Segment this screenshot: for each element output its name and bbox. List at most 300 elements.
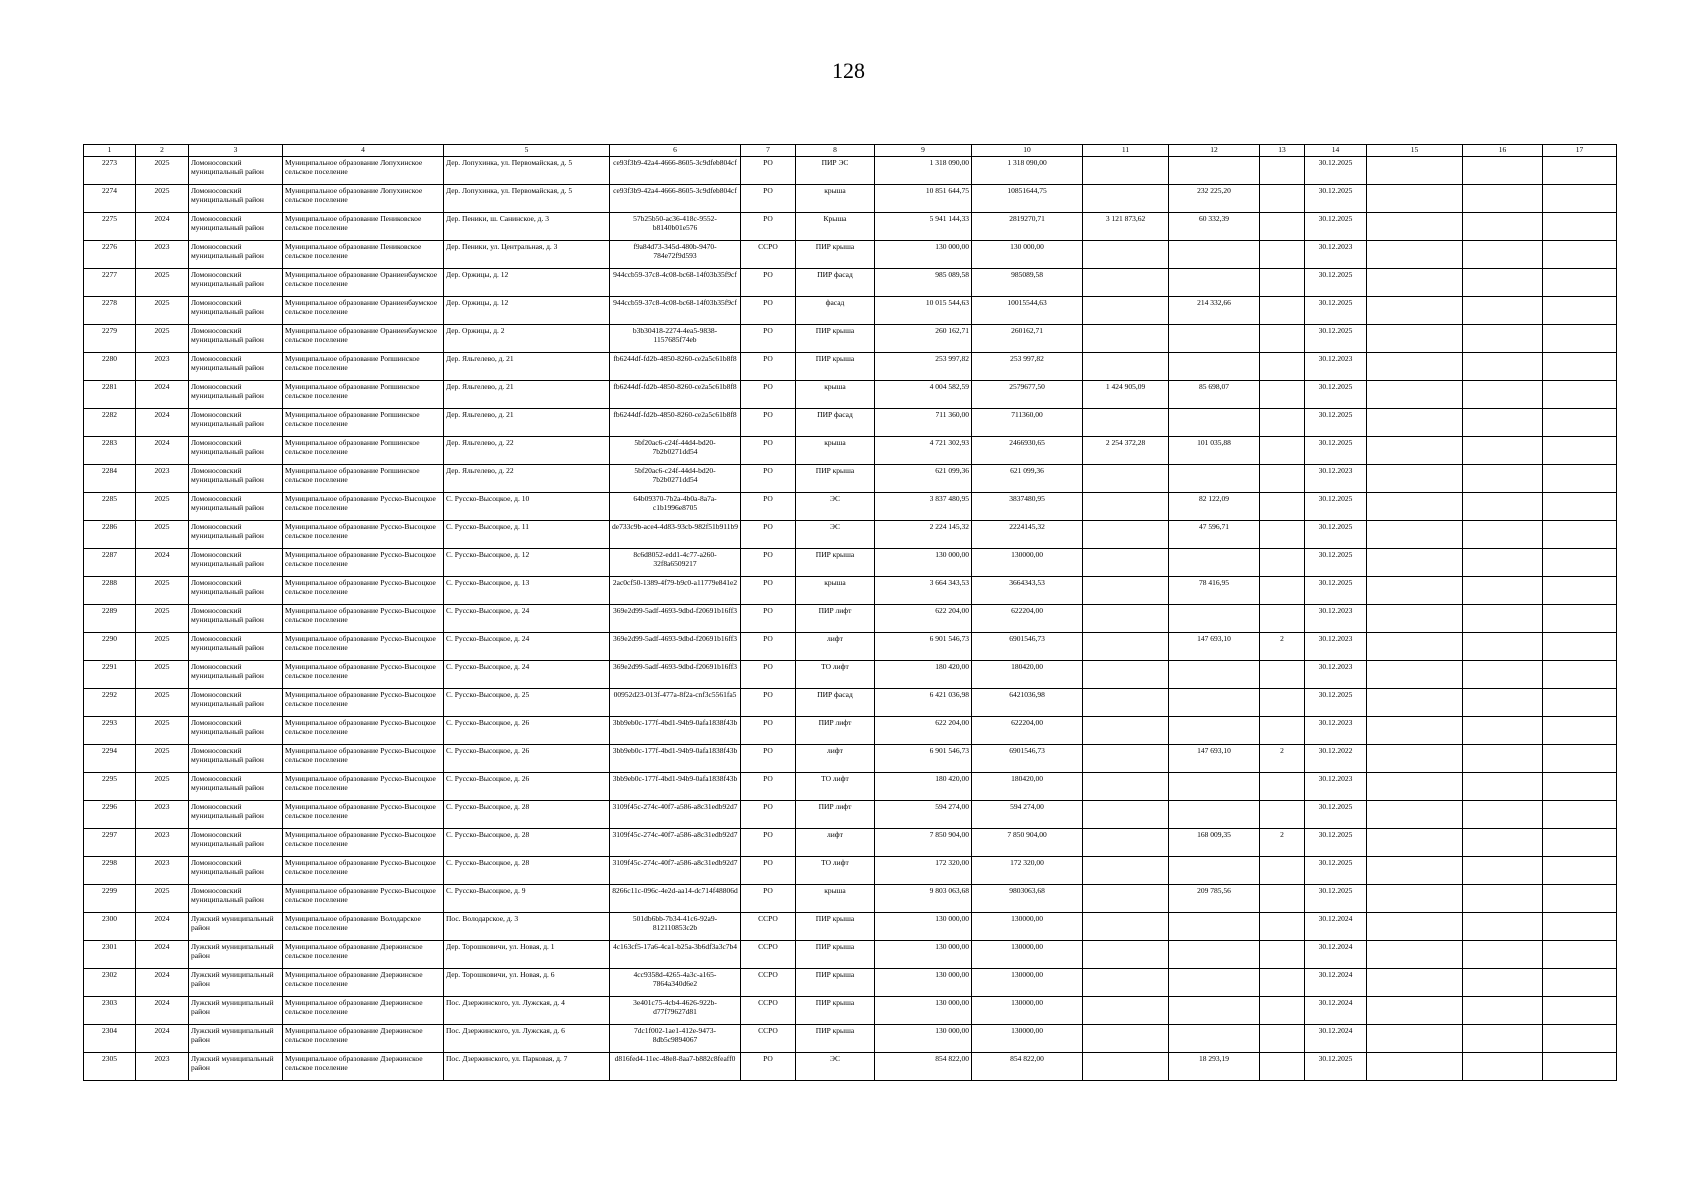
table-row [84, 633, 1617, 661]
cell-total-cost: 260 162,71 [875, 325, 972, 353]
cell-municipality: Муниципальное образование Ораниенбаумское сельское поселение [283, 297, 444, 325]
cell-year: 2025 [136, 577, 189, 605]
cell-deadline: 30.12.2024 [1305, 941, 1367, 969]
cell-house-guid: 8266c11c-096c-4e2d-aa14-dc714f48806d [610, 885, 741, 913]
cell-year: 2025 [136, 633, 189, 661]
table-row [84, 1053, 1617, 1081]
cell-work-type: крыша [796, 437, 875, 465]
cell-col-17 [1543, 549, 1617, 577]
table-row [84, 549, 1617, 577]
cell-house-guid: 501db6bb-7b34-41c6-92a9-812110853c2b [610, 913, 741, 941]
cell-cost-fund: 130000,00 [972, 1025, 1083, 1053]
cell-municipality: Муниципальное образование Русско-Высоцкое сельское поселение [283, 773, 444, 801]
cell-work-type: крыша [796, 885, 875, 913]
cell-deadline: 30.12.2025 [1305, 801, 1367, 829]
table-row [84, 1025, 1617, 1053]
cell-col-17 [1543, 857, 1617, 885]
cell-address: Дер. Торошковичи, ул. Новая, д. 1 [444, 941, 610, 969]
cell-total-cost: 10 015 544,63 [875, 297, 972, 325]
table-row [84, 409, 1617, 437]
cell-house-guid: 64b09370-7b2a-4b0a-8a7a-c1b1996e8705 [610, 493, 741, 521]
cell-municipality: Муниципальное образование Русско-Высоцкое сельское поселение [283, 633, 444, 661]
cell-col-16 [1463, 969, 1543, 997]
cell-work-type: ПИР крыша [796, 997, 875, 1025]
cell-cost-fund: 621 099,36 [972, 465, 1083, 493]
cell-district: Ломоносовский муниципальный район [189, 213, 283, 241]
cell-work-type: крыша [796, 185, 875, 213]
cell-deadline: 30.12.2023 [1305, 661, 1367, 689]
cell-year: 2023 [136, 465, 189, 493]
cell-address: С. Русско-Высоцкое, д. 25 [444, 689, 610, 717]
cell-cost-extra: 78 416,95 [1169, 577, 1260, 605]
cell-cost-extra: 101 035,88 [1169, 437, 1260, 465]
cell-address: Дер. Яльгелево, д. 22 [444, 437, 610, 465]
cell-col-17 [1543, 661, 1617, 689]
cell-col-16 [1463, 493, 1543, 521]
cell-col-16 [1463, 409, 1543, 437]
cell-district: Лужский муниципальный район [189, 1053, 283, 1081]
cell-program-type: РО [741, 213, 796, 241]
column-number-17: 17 [1543, 145, 1617, 157]
cell-cost-budget [1083, 297, 1169, 325]
cell-cost-extra: 85 698,07 [1169, 381, 1260, 409]
column-number-row [84, 145, 1617, 157]
cell-lift-count [1260, 997, 1305, 1025]
cell-work-type: ПИР лифт [796, 717, 875, 745]
cell-col-15 [1367, 717, 1463, 745]
cell-program-type: РО [741, 1053, 796, 1081]
cell-lift-count [1260, 605, 1305, 633]
cell-house-guid: 3109f45c-274c-40f7-a586-a8c31edb92d7 [610, 801, 741, 829]
table-body [84, 157, 1617, 1081]
cell-row-number: 2296 [84, 801, 136, 829]
cell-cost-fund: 2224145,32 [972, 521, 1083, 549]
cell-municipality: Муниципальное образование Русско-Высоцкое сельское поселение [283, 885, 444, 913]
cell-district: Ломоносовский муниципальный район [189, 605, 283, 633]
cell-deadline: 30.12.2025 [1305, 297, 1367, 325]
cell-municipality: Муниципальное образование Русско-Высоцкое сельское поселение [283, 549, 444, 577]
cell-house-guid: ce93f3b9-42a4-4666-8605-3c9dfeb804cf [610, 185, 741, 213]
cell-house-guid: 3bb9eb0c-177f-4bd1-94b9-0afa1838f43b [610, 773, 741, 801]
cell-col-17 [1543, 913, 1617, 941]
cell-address: Дер. Оржицы, д. 12 [444, 269, 610, 297]
cell-col-17 [1543, 297, 1617, 325]
cell-row-number: 2293 [84, 717, 136, 745]
cell-work-type: фасад [796, 297, 875, 325]
cell-cost-extra: 147 693,10 [1169, 633, 1260, 661]
cell-cost-extra: 168 009,35 [1169, 829, 1260, 857]
cell-municipality: Муниципальное образование Ропшинское сельское поселение [283, 465, 444, 493]
cell-address: С. Русско-Высоцкое, д. 26 [444, 745, 610, 773]
cell-district: Ломоносовский муниципальный район [189, 241, 283, 269]
table-row [84, 437, 1617, 465]
cell-house-guid: 944ccb59-37c8-4c08-bc68-14f03b35f9cf [610, 269, 741, 297]
cell-deadline: 30.12.2025 [1305, 325, 1367, 353]
cell-address: Дер. Пеники, ул. Центральная, д. 3 [444, 241, 610, 269]
cell-year: 2025 [136, 773, 189, 801]
cell-work-type: крыша [796, 577, 875, 605]
cell-cost-budget [1083, 493, 1169, 521]
cell-deadline: 30.12.2024 [1305, 997, 1367, 1025]
cell-lift-count [1260, 577, 1305, 605]
cell-lift-count [1260, 773, 1305, 801]
register-table [83, 144, 1617, 1081]
cell-cost-budget [1083, 661, 1169, 689]
cell-district: Ломоносовский муниципальный район [189, 521, 283, 549]
table-row [84, 157, 1617, 185]
cell-col-15 [1367, 465, 1463, 493]
cell-total-cost: 854 822,00 [875, 1053, 972, 1081]
cell-row-number: 2287 [84, 549, 136, 577]
table-row [84, 941, 1617, 969]
cell-program-type: РО [741, 689, 796, 717]
cell-district: Ломоносовский муниципальный район [189, 745, 283, 773]
cell-program-type: РО [741, 297, 796, 325]
cell-municipality: Муниципальное образование Ропшинское сельское поселение [283, 381, 444, 409]
cell-house-guid: 5bf20ac6-c24f-44d4-bd20-7b2b0271dd54 [610, 465, 741, 493]
column-number-9: 9 [875, 145, 972, 157]
cell-work-type: ПИР фасад [796, 409, 875, 437]
cell-cost-extra [1169, 717, 1260, 745]
cell-col-15 [1367, 829, 1463, 857]
cell-col-16 [1463, 1053, 1543, 1081]
cell-cost-extra [1169, 465, 1260, 493]
column-number-8: 8 [796, 145, 875, 157]
cell-cost-budget [1083, 773, 1169, 801]
cell-lift-count [1260, 297, 1305, 325]
cell-row-number: 2295 [84, 773, 136, 801]
cell-cost-fund: 130000,00 [972, 941, 1083, 969]
cell-total-cost: 622 204,00 [875, 605, 972, 633]
cell-col-16 [1463, 773, 1543, 801]
cell-district: Ломоносовский муниципальный район [189, 157, 283, 185]
cell-col-17 [1543, 353, 1617, 381]
cell-row-number: 2302 [84, 969, 136, 997]
cell-lift-count: 2 [1260, 633, 1305, 661]
cell-col-17 [1543, 465, 1617, 493]
cell-col-15 [1367, 297, 1463, 325]
cell-col-16 [1463, 269, 1543, 297]
cell-municipality: Муниципальное образование Дзержинское сельское поселение [283, 969, 444, 997]
cell-cost-fund: 711360,00 [972, 409, 1083, 437]
cell-house-guid: 8c6d8052-edd1-4c77-a260-32f8a6509217 [610, 549, 741, 577]
cell-col-16 [1463, 325, 1543, 353]
cell-house-guid: 3bb9eb0c-177f-4bd1-94b9-0afa1838f43b [610, 717, 741, 745]
cell-row-number: 2285 [84, 493, 136, 521]
cell-cost-fund: 130000,00 [972, 997, 1083, 1025]
cell-lift-count [1260, 1053, 1305, 1081]
cell-district: Лужский муниципальный район [189, 1025, 283, 1053]
cell-municipality: Муниципальное образование Ораниенбаумское сельское поселение [283, 269, 444, 297]
cell-work-type: ПИР крыша [796, 913, 875, 941]
cell-program-type: РО [741, 465, 796, 493]
cell-cost-budget [1083, 605, 1169, 633]
cell-cost-budget [1083, 241, 1169, 269]
cell-municipality: Муниципальное образование Володарское сельское поселение [283, 913, 444, 941]
cell-house-guid: 4cc9358d-4265-4a3c-a165-7864a340d6e2 [610, 969, 741, 997]
table-row [84, 465, 1617, 493]
cell-cost-fund: 130000,00 [972, 969, 1083, 997]
cell-cost-budget [1083, 409, 1169, 437]
cell-col-16 [1463, 829, 1543, 857]
cell-work-type: Крыша [796, 213, 875, 241]
cell-cost-fund: 622204,00 [972, 605, 1083, 633]
cell-cost-extra [1169, 941, 1260, 969]
cell-row-number: 2281 [84, 381, 136, 409]
cell-house-guid: 369e2d99-5adf-4693-9dbd-f20691b16ff3 [610, 633, 741, 661]
cell-col-17 [1543, 241, 1617, 269]
cell-cost-fund: 172 320,00 [972, 857, 1083, 885]
cell-lift-count [1260, 185, 1305, 213]
column-number-7: 7 [741, 145, 796, 157]
cell-house-guid: 57b25b50-ac36-418c-9552-b8140b01e576 [610, 213, 741, 241]
cell-col-16 [1463, 521, 1543, 549]
cell-total-cost: 5 941 144,33 [875, 213, 972, 241]
cell-cost-fund: 594 274,00 [972, 801, 1083, 829]
cell-program-type: РО [741, 269, 796, 297]
cell-district: Ломоносовский муниципальный район [189, 437, 283, 465]
cell-total-cost: 4 004 582,59 [875, 381, 972, 409]
cell-cost-fund: 10015544,63 [972, 297, 1083, 325]
cell-cost-fund: 3664343,53 [972, 577, 1083, 605]
table-row [84, 885, 1617, 913]
cell-col-15 [1367, 353, 1463, 381]
cell-district: Ломоносовский муниципальный район [189, 801, 283, 829]
cell-col-17 [1543, 381, 1617, 409]
cell-house-guid: de733c9b-ace4-4d83-93cb-982f51b911b9 [610, 521, 741, 549]
cell-deadline: 30.12.2023 [1305, 353, 1367, 381]
cell-col-17 [1543, 577, 1617, 605]
table-row [84, 773, 1617, 801]
cell-address: С. Русско-Высоцкое, д. 24 [444, 605, 610, 633]
cell-year: 2025 [136, 745, 189, 773]
table-row [84, 801, 1617, 829]
cell-cost-budget [1083, 353, 1169, 381]
cell-row-number: 2277 [84, 269, 136, 297]
cell-cost-extra: 47 596,71 [1169, 521, 1260, 549]
cell-col-15 [1367, 885, 1463, 913]
cell-deadline: 30.12.2025 [1305, 157, 1367, 185]
cell-cost-extra [1169, 689, 1260, 717]
cell-total-cost: 130 000,00 [875, 241, 972, 269]
cell-house-guid: d816fed4-11ec-48e8-8aa7-b882c8feaff0 [610, 1053, 741, 1081]
cell-total-cost: 2 224 145,32 [875, 521, 972, 549]
cell-cost-fund: 2579677,50 [972, 381, 1083, 409]
cell-cost-extra [1169, 353, 1260, 381]
cell-col-16 [1463, 717, 1543, 745]
cell-total-cost: 6 901 546,73 [875, 745, 972, 773]
cell-address: С. Русско-Высоцкое, д. 24 [444, 633, 610, 661]
cell-cost-extra: 82 122,09 [1169, 493, 1260, 521]
cell-total-cost: 130 000,00 [875, 913, 972, 941]
cell-col-15 [1367, 381, 1463, 409]
cell-col-16 [1463, 353, 1543, 381]
cell-cost-fund: 10851644,75 [972, 185, 1083, 213]
cell-lift-count [1260, 325, 1305, 353]
cell-total-cost: 253 997,82 [875, 353, 972, 381]
cell-col-15 [1367, 213, 1463, 241]
cell-col-16 [1463, 605, 1543, 633]
cell-col-17 [1543, 829, 1617, 857]
cell-total-cost: 130 000,00 [875, 997, 972, 1025]
cell-program-type: РО [741, 801, 796, 829]
column-number-16: 16 [1463, 145, 1543, 157]
cell-work-type: лифт [796, 829, 875, 857]
cell-total-cost: 6 421 036,98 [875, 689, 972, 717]
cell-row-number: 2273 [84, 157, 136, 185]
cell-cost-extra [1169, 325, 1260, 353]
cell-col-15 [1367, 437, 1463, 465]
cell-district: Ломоносовский муниципальный район [189, 269, 283, 297]
cell-program-type: РО [741, 185, 796, 213]
column-number-11: 11 [1083, 145, 1169, 157]
cell-deadline: 30.12.2025 [1305, 689, 1367, 717]
cell-col-15 [1367, 269, 1463, 297]
cell-house-guid: 3e401c75-4cb4-4626-922b-d77f79627d81 [610, 997, 741, 1025]
cell-address: Дер. Яльгелево, д. 21 [444, 409, 610, 437]
cell-col-16 [1463, 661, 1543, 689]
cell-total-cost: 7 850 904,00 [875, 829, 972, 857]
cell-work-type: ПИР крыша [796, 549, 875, 577]
cell-municipality: Муниципальное образование Пениковское сельское поселение [283, 213, 444, 241]
cell-col-17 [1543, 213, 1617, 241]
cell-district: Лужский муниципальный район [189, 997, 283, 1025]
cell-cost-budget [1083, 857, 1169, 885]
cell-col-17 [1543, 745, 1617, 773]
cell-address: С. Русско-Высоцкое, д. 24 [444, 661, 610, 689]
cell-program-type: РО [741, 381, 796, 409]
cell-year: 2024 [136, 213, 189, 241]
cell-program-type: РО [741, 773, 796, 801]
cell-lift-count [1260, 857, 1305, 885]
cell-col-17 [1543, 997, 1617, 1025]
cell-cost-budget [1083, 885, 1169, 913]
cell-cost-extra [1169, 549, 1260, 577]
cell-lift-count [1260, 717, 1305, 745]
cell-row-number: 2301 [84, 941, 136, 969]
cell-total-cost: 180 420,00 [875, 661, 972, 689]
cell-lift-count [1260, 801, 1305, 829]
cell-district: Ломоносовский муниципальный район [189, 717, 283, 745]
cell-district: Ломоносовский муниципальный район [189, 633, 283, 661]
cell-col-16 [1463, 633, 1543, 661]
cell-cost-fund: 9803063,68 [972, 885, 1083, 913]
cell-municipality: Муниципальное образование Дзержинское сельское поселение [283, 1053, 444, 1081]
cell-municipality: Муниципальное образование Русско-Высоцкое сельское поселение [283, 661, 444, 689]
cell-address: Пос. Володарское, д. 3 [444, 913, 610, 941]
cell-cost-fund: 3837480,95 [972, 493, 1083, 521]
cell-work-type: лифт [796, 633, 875, 661]
cell-house-guid: 4c163cf5-17a6-4ca1-b25a-3b6df3a3c7b4 [610, 941, 741, 969]
cell-municipality: Муниципальное образование Русско-Высоцкое сельское поселение [283, 493, 444, 521]
cell-district: Лужский муниципальный район [189, 969, 283, 997]
cell-work-type: ПИР крыша [796, 325, 875, 353]
cell-cost-extra [1169, 269, 1260, 297]
cell-year: 2023 [136, 801, 189, 829]
cell-district: Ломоносовский муниципальный район [189, 353, 283, 381]
cell-year: 2025 [136, 269, 189, 297]
cell-cost-budget [1083, 941, 1169, 969]
table-row [84, 185, 1617, 213]
cell-col-16 [1463, 381, 1543, 409]
cell-col-17 [1543, 717, 1617, 745]
cell-col-15 [1367, 941, 1463, 969]
cell-cost-extra [1169, 997, 1260, 1025]
cell-work-type: ТО лифт [796, 661, 875, 689]
cell-year: 2025 [136, 717, 189, 745]
cell-address: Дер. Яльгелево, д. 21 [444, 353, 610, 381]
cell-address: С. Русско-Высоцкое, д. 11 [444, 521, 610, 549]
cell-col-15 [1367, 605, 1463, 633]
cell-lift-count [1260, 381, 1305, 409]
cell-row-number: 2279 [84, 325, 136, 353]
cell-address: С. Русско-Высоцкое, д. 10 [444, 493, 610, 521]
cell-address: Дер. Оржицы, д. 12 [444, 297, 610, 325]
cell-house-guid: 00952d23-013f-477a-8f2a-cnf3c5561fa5 [610, 689, 741, 717]
cell-house-guid: 3109f45c-274c-40f7-a586-a8c31edb92d7 [610, 829, 741, 857]
cell-program-type: РО [741, 717, 796, 745]
cell-col-17 [1543, 773, 1617, 801]
cell-municipality: Муниципальное образование Русско-Высоцкое сельское поселение [283, 605, 444, 633]
cell-district: Ломоносовский муниципальный район [189, 773, 283, 801]
table-row [84, 969, 1617, 997]
cell-program-type: РО [741, 521, 796, 549]
cell-col-16 [1463, 885, 1543, 913]
cell-district: Ломоносовский муниципальный район [189, 829, 283, 857]
cell-col-15 [1367, 493, 1463, 521]
cell-col-17 [1543, 885, 1617, 913]
table-row [84, 913, 1617, 941]
cell-program-type: ССРО [741, 941, 796, 969]
table-row [84, 605, 1617, 633]
cell-house-guid: 3109f45c-274c-40f7-a586-a8c31edb92d7 [610, 857, 741, 885]
cell-house-guid: 3bb9eb0c-177f-4bd1-94b9-0afa1838f43b [610, 745, 741, 773]
cell-work-type: ПИР крыша [796, 941, 875, 969]
cell-total-cost: 4 721 302,93 [875, 437, 972, 465]
cell-deadline: 30.12.2022 [1305, 745, 1367, 773]
cell-col-15 [1367, 577, 1463, 605]
cell-address: С. Русско-Высоцкое, д. 28 [444, 829, 610, 857]
cell-municipality: Муниципальное образование Ропшинское сельское поселение [283, 353, 444, 381]
cell-cost-extra: 209 785,56 [1169, 885, 1260, 913]
cell-col-15 [1367, 157, 1463, 185]
cell-col-15 [1367, 857, 1463, 885]
cell-col-15 [1367, 521, 1463, 549]
cell-deadline: 30.12.2025 [1305, 549, 1367, 577]
cell-total-cost: 130 000,00 [875, 1025, 972, 1053]
cell-row-number: 2275 [84, 213, 136, 241]
cell-municipality: Муниципальное образование Лопухинское сельское поселение [283, 185, 444, 213]
cell-cost-budget [1083, 465, 1169, 493]
cell-work-type: ПИР фасад [796, 269, 875, 297]
cell-address: Пос. Дзержинского, ул. Парковая, д. 7 [444, 1053, 610, 1081]
cell-house-guid: fb6244df-fd2b-4850-8260-ce2a5c61b8f8 [610, 353, 741, 381]
column-number-10: 10 [972, 145, 1083, 157]
cell-program-type: РО [741, 493, 796, 521]
cell-col-16 [1463, 549, 1543, 577]
cell-cost-budget: 1 424 905,09 [1083, 381, 1169, 409]
cell-cost-extra [1169, 157, 1260, 185]
cell-house-guid: fb6244df-fd2b-4850-8260-ce2a5c61b8f8 [610, 409, 741, 437]
cell-address: Дер. Яльгелево, д. 21 [444, 381, 610, 409]
cell-cost-budget [1083, 269, 1169, 297]
cell-col-17 [1543, 1053, 1617, 1081]
cell-cost-fund: 2819270,71 [972, 213, 1083, 241]
cell-work-type: ПИР лифт [796, 605, 875, 633]
cell-cost-budget [1083, 689, 1169, 717]
cell-col-17 [1543, 605, 1617, 633]
cell-year: 2025 [136, 157, 189, 185]
